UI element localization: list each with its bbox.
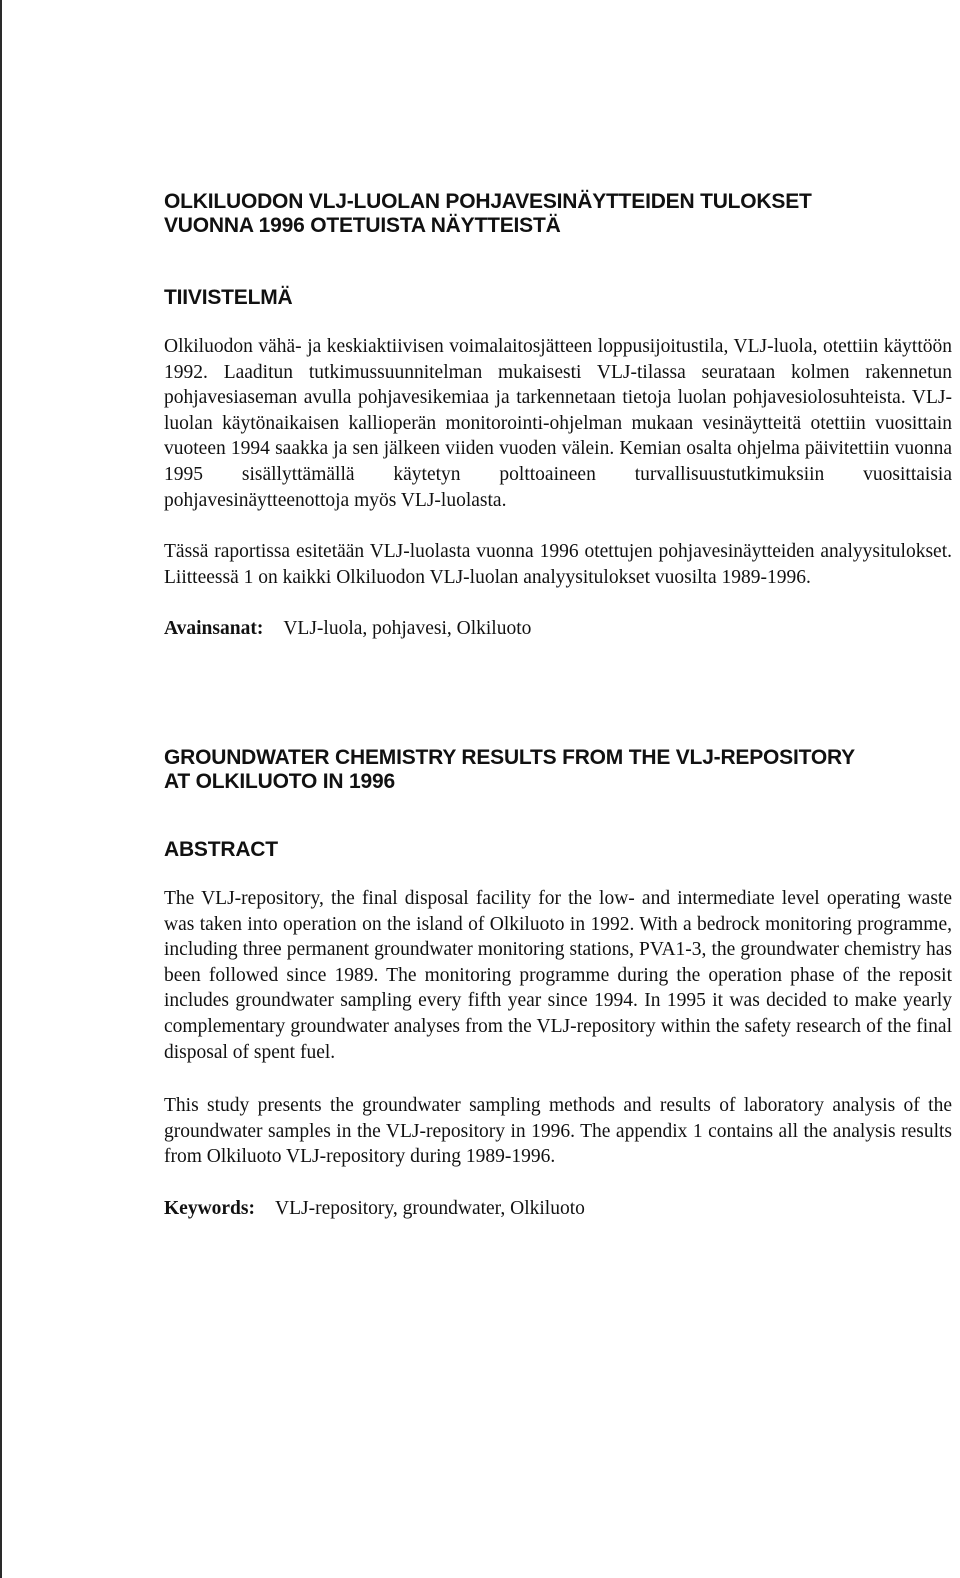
english-keywords-label: Keywords: — [164, 1197, 255, 1219]
finnish-title-line-2: VUONNA 1996 OTETUISTA NÄYTTEISTÄ — [164, 214, 561, 237]
english-keywords-row — [164, 1196, 952, 1222]
english-abstract-paragraph-1: The VLJ-repository, the final disposal facility for the low- and intermediate level operating waste was taken into operation on the island of Olkiluoto in 1992. With a bedrock monitoring programme, including three permanent groundwater monitoring stations, PVA1-3, the groundwater chemistry has been followed since 1989. The monitoring programme during the operation phase of the reposit includes groundwater sampling every fifth year since 1994. In 1995 it was decided to make yearly complementary groundwater analyses from the VLJ-repository within the safety research of the final disposal of spent fuel. — [164, 887, 952, 1063]
scan-edge-line — [0, 0, 2, 1578]
finnish-title-line-1: OLKILUODON VLJ-LUOLAN POHJAVESINÄYTTEIDEN TULOKSET — [164, 190, 812, 213]
english-keywords-value: VLJ-repository, groundwater, Olkiluoto — [275, 1197, 585, 1219]
finnish-keywords-row — [164, 616, 952, 642]
english-title — [164, 746, 952, 794]
english-title-line-1: GROUNDWATER CHEMISTRY RESULTS FROM THE VLJ-REPOSITORY — [164, 745, 855, 769]
finnish-title — [164, 190, 952, 238]
document-page — [164, 190, 952, 1221]
finnish-abstract-paragraph-1: Olkiluodon vähä- ja keskiaktiivisen voimalaitosjätteen loppusijoitustila, VLJ-luola, otettiin käyttöön 1992. Laaditun tutkimussuunnitelman mukaisesti VLJ-tilassa seurataan kolmen rakennetun pohjavesiaseman avulla pohjavesikemiaa ja tarkennetaan tietoja luolan pohjavesiolosuhteista. VLJ-luolan käytönaikaisen kallioperän monitorointi-ohjelman mukaan vesinäytteitä otettiin vuosittain vuoteen 1994 saakka ja sen jälkeen viiden vuoden välein. Kemian osalta ohjelma päivitettiin vuonna 1995 sisällyttämällä käytetyn polttoaineen turvallisuustutkimuksiin vuosittaisia pohjavesinäytteenottoja myös VLJ-luolasta. — [164, 336, 952, 511]
english-title-line-2: AT OLKILUOTO IN 1996 — [164, 769, 395, 793]
english-abstract-paragraph-2: This study presents the groundwater sampling methods and results of laboratory analysis of the groundwater samples in the VLJ-repository in 1996. The appendix 1 contains all the analysis results from Olkiluoto VLJ-repository during 1989-1996. — [164, 1095, 952, 1168]
finnish-abstract-paragraph-2: Tässä raportissa esitetään VLJ-luolasta vuonna 1996 otettujen pohjavesinäytteiden analyysitulokset. Liitteessä 1 on kaikki Olkiluodon VLJ-luolan analyysitulokset vuosilta 1989-1996. — [164, 541, 952, 588]
finnish-keywords-label: Avainsanat: — [164, 618, 264, 640]
finnish-keywords-value: VLJ-luola, pohjavesi, Olkiluoto — [283, 618, 532, 640]
finnish-abstract-heading: TIIVISTELMÄ — [164, 286, 293, 309]
english-abstract-heading: ABSTRACT — [164, 837, 278, 861]
